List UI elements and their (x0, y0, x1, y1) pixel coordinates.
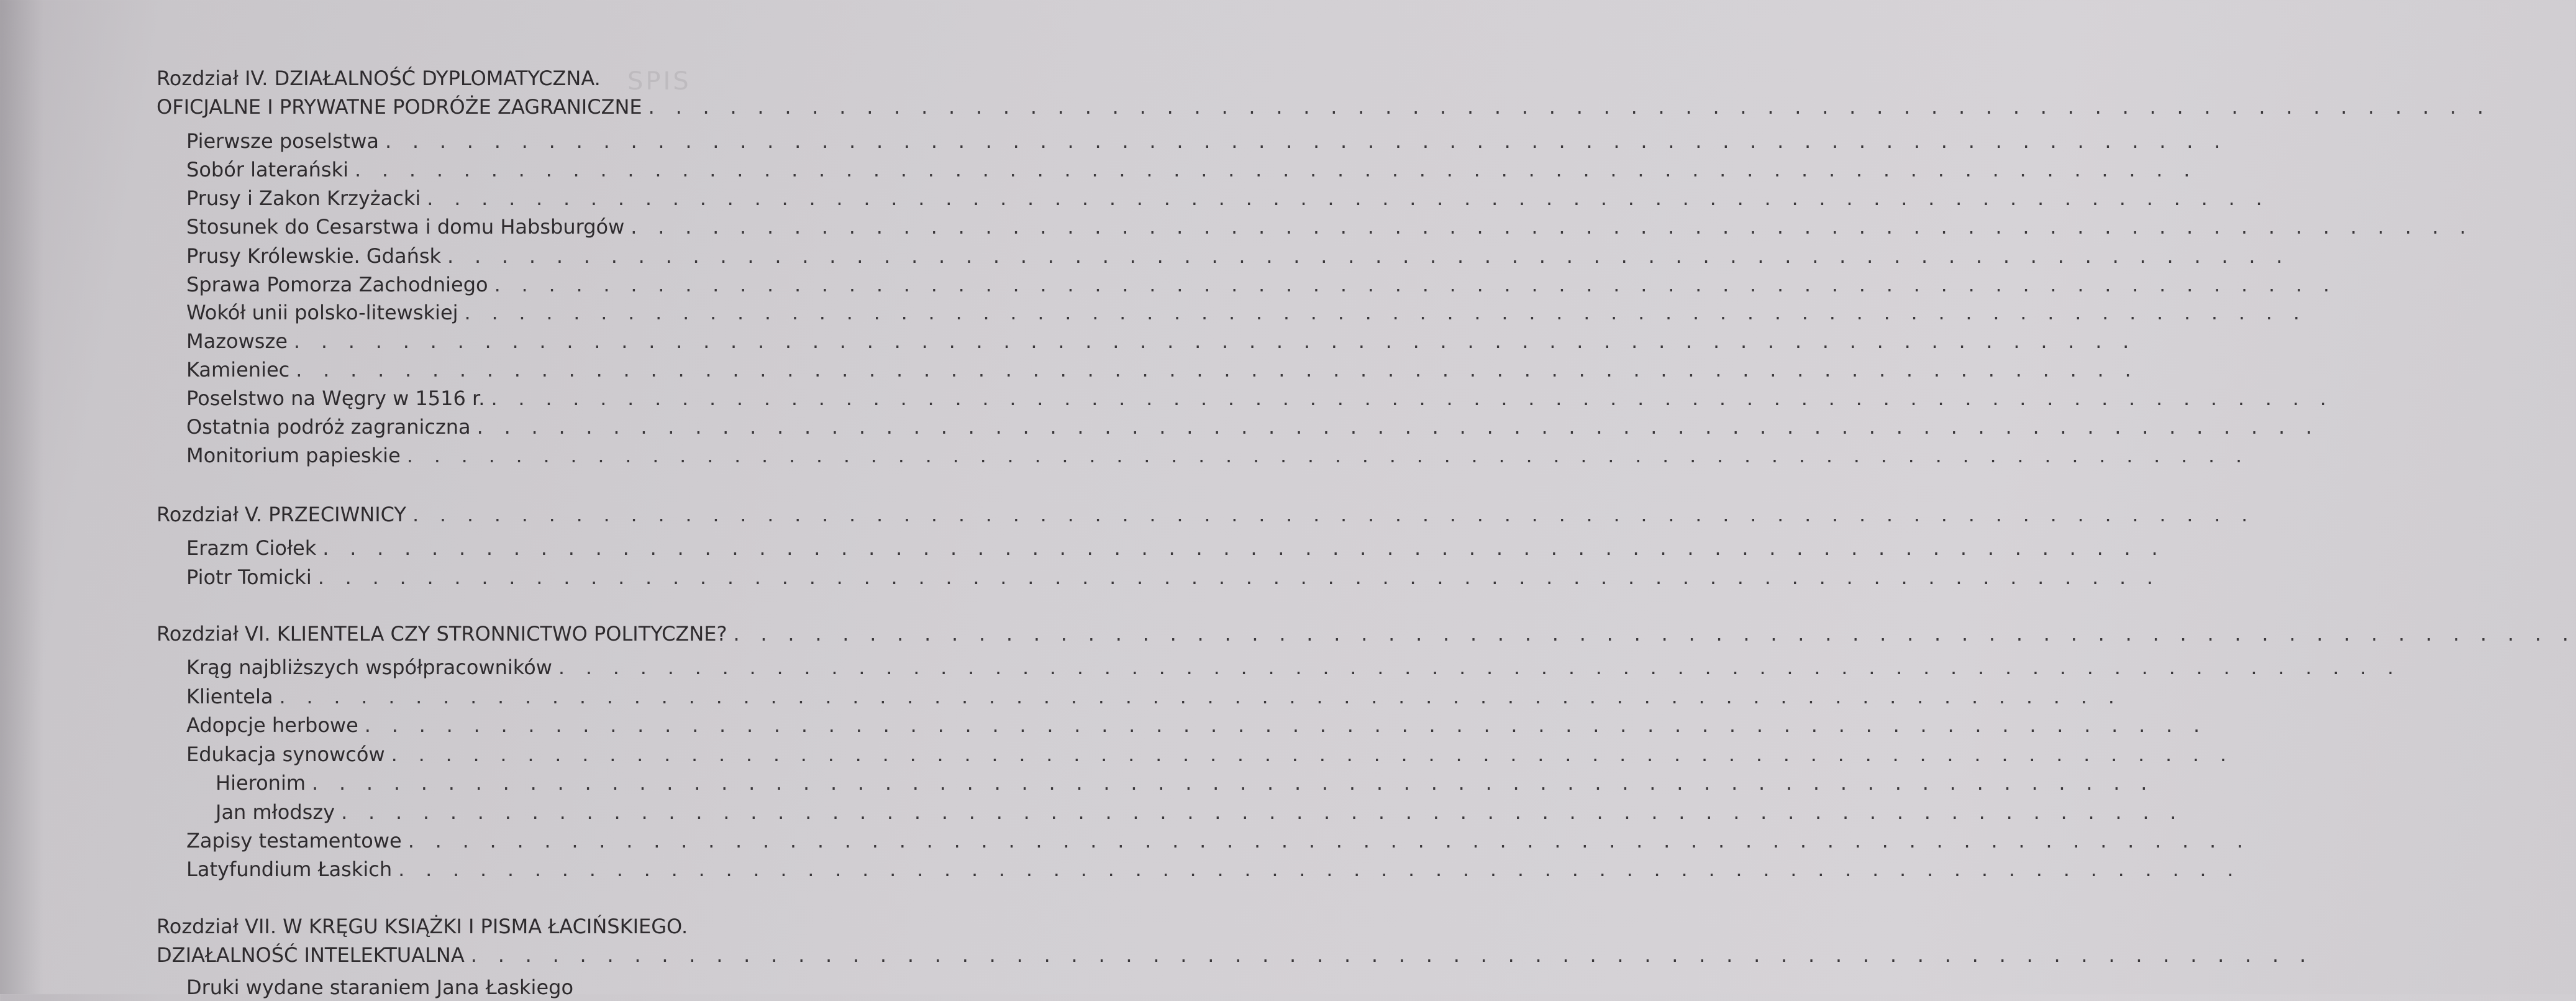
toc-entry-title: Stosunek do Cesarstwa i domu Habsburgów (186, 215, 625, 239)
toc-section-line (0, 974, 994, 1001)
toc-entry-title: Piotr Tomicki (186, 565, 312, 589)
toc-entry-title: Krąg najbliższych współpracowników (186, 656, 552, 679)
toc-entry-title: Klientela (186, 685, 273, 708)
toc-entry-title: Wokół unii polsko-litewskiej (186, 301, 458, 324)
toc-section-line (0, 683, 2122, 710)
toc-entry-title: Rozdział VI. KLIENTELA CZY STRONNICTWO POLITYCZNE? (157, 622, 727, 646)
toc-entry-title: Erazm Ciołek (186, 536, 317, 560)
toc-entry-title: Rozdział VII. W KRĘGU KSIĄŻKI I PISMA ŁACIŃSKIEGO. (157, 915, 688, 938)
toc-entry-title: Adopcje herbowe (186, 713, 358, 737)
toc-entry-title: OFICJALNE I PRYWATNE PODRÓŻE ZAGRANICZNE (157, 95, 642, 119)
toc-dot-leader: . . . . . . . . . . . . . . . . . . . . . . . . . . . . . . . . . . . . . . . . . . . . . . . . . . . . . . . . . . . . . . . . . . . . (447, 244, 2290, 268)
toc-dot-leader: . . . . . . . . . . . . . . . . . . . . . . . . . . . . . . . . . . . . . . . . . . . . . . . . . . . . . . . . . . . . . . . . . . . . (293, 329, 2137, 353)
toc-section-line (0, 356, 2139, 383)
toc-entry-title: Latyfundium Łaskich (186, 857, 393, 881)
toc-section-line (0, 242, 2290, 270)
toc-entry-title: Rozdział V. PRZECIWNICY (157, 503, 406, 526)
toc-entry-title: Edukacja synowców (186, 743, 385, 766)
toc-dot-leader: . . . . . . . . . . . . . . . . . . . . . . . . . . . . . . . . . . . . . . . . . . . . . . . . . . . . . . . . . . . . . . . . . . . . (391, 743, 2234, 766)
toc-section-line (0, 299, 2307, 326)
toc-section-line (0, 156, 2198, 183)
toc-chapter-line (0, 620, 2576, 647)
toc-dot-leader: . . . . . . . . . . . . . . . . . . . . . . . . . . . . . . . . . . . . . . . . . . . . . . . . . . . . . . . . . . . . . . . . . . . . (354, 158, 2198, 181)
toc-dot-leader: . . . . . . . . . . . . . . . . . . . . . . . . . . . . . . . . . . . . . . . . . . . . . . . . . . . . . . . . . . . . . . . . . . . . (296, 358, 2139, 382)
toc-subsection-line (0, 798, 2184, 826)
toc-dot-leader: . . . . . . . . . . . . . . . . . . . . . . . . . . . . . . . . . . . . . . . . . . . . . . . . . . . . . . . . . . . . . . . . . . . . (341, 800, 2184, 824)
toc-section-line (0, 564, 2160, 591)
toc-section-line (0, 827, 2251, 854)
toc-dot-leader: . . . . . . . . . . . . . . . . . . . . . . . . . . . . . . . . . . . . . . . . . . . . . . . . . . . . . . . . . . . . . . . . . . . . (412, 503, 2255, 526)
toc-entry-title: Zapisy testamentowe (186, 829, 402, 852)
toc-section-line (0, 654, 2401, 681)
toc-chapter-line (0, 913, 994, 940)
toc-section-line (0, 856, 2241, 883)
toc-entry-title: Ostatnia podróż zagraniczna (186, 415, 471, 439)
toc-section-line (0, 127, 2228, 155)
toc-dot-leader: . . . . . . . . . . . . . . . . . . . . . . . . . . . . . . . . . . . . . . . . . . . . . . . . . . . . . . . . . . . . . . . . . . . . (322, 536, 2165, 560)
toc-dot-leader: . . . . . . . . . . . . . . . . . . . . . . . . . . . . . . . . . . . . . . . . . . . . . . . . . . . . . . . . . . . . . . . . . . . . (364, 713, 2207, 737)
toc-dot-leader: . . . . . . . . . . . . . . . . . . . . . . . . . . . . . . . . . . . . . . . . . . . . . . . . . . . . . . . . . . . . . . . . . . . . (733, 622, 2576, 646)
bleed-through-text: SPIS (627, 67, 691, 96)
toc-dot-leader: . . . . . . . . . . . . . . . . . . . . . . . . . . . . . . . . . . . . . . . . . . . . . . . . . . . . . . . . . . . . . . . . . . . . (385, 129, 2228, 153)
toc-dot-leader: . . . . . . . . . . . . . . . . . . . . . . . . . . . . . . . . . . . . . . . . . . . . . . . . . . . . . . . . . . . . . . . . . . . . (317, 565, 2160, 589)
toc-dot-leader: . . . . . . . . . . . . . . . . . . . . . . . . . . . . . . . . . . . . . . . . . . . . . . . . . . . . . . . . . . . . . . . . . . . . (491, 386, 2334, 410)
toc-entry-title: Sprawa Pomorza Zachodniego (186, 273, 488, 296)
toc-dot-leader: . . . . . . . . . . . . . . . . . . . . . . . . . . . . . . . . . . . . . . . . . . . . . . . . . . . . . . . . . . . . . . . . . . . . (427, 186, 2270, 210)
toc-dot-leader: . . . . . . . . . . . . . . . . . . . . . . . . . . . . . . . . . . . . . . . . . . . . . . . . . . . . . . . . . . . . . . . . . . . . (312, 771, 2155, 795)
toc-section-line (0, 413, 2319, 441)
toc-dot-leader: . . . . . . . . . . . . . . . . . . . . . . . . . . . . . . . . . . . . . . . . . . . . . . . . . . . . . . . . . . . . . . . . . . . . (648, 95, 2491, 119)
toc-section-line (0, 185, 2270, 212)
toc-chapter-line (0, 501, 2255, 528)
toc-dot-leader: . . . . . . . . . . . . . . . . . . . . . . . . . . . . . . . . . . . . . . . . . . . . . . . . . . . . . . . . . . . . . . . . . . . . (476, 415, 2319, 439)
toc-dot-leader: . . . . . . . . . . . . . . . . . . . . . . . . . . . . . . . . . . . . . . . . . . . . . . . . . . . . . . . . . . . . . . . . . . . . (406, 444, 2249, 467)
toc-dot-leader: . . . . . . . . . . . . . . . . . . . . . . . . . . . . . . . . . . . . . . . . . . . . . . . . . . . . . . . . . . . . . . . . . . . . (398, 857, 2241, 881)
toc-dot-leader: . . . . . . . . . . . . . . . . . . . . . . . . . . . . . . . . . . . . . . . . . . . . . . . . . . . . . . . . . . . . . . . . . . . . (464, 301, 2307, 324)
toc-entry-title: Pierwsze poselstwa (186, 129, 379, 153)
toc-chapter-line (0, 93, 2491, 121)
toc-entry-title: DZIAŁALNOŚĆ INTELEKTUALNA (157, 943, 465, 967)
toc-entry-title: Rozdział IV. DZIAŁALNOŚĆ DYPLOMATYCZNA. (157, 66, 601, 90)
toc-dot-leader: . . . . . . . . . . . . . . . . . . . . . . . . . . . . . . . . . . . . . . . . . . . . . . . . . . . . . . . . . . . . . . . . . . . . (470, 943, 2313, 967)
toc-entry-title: Jan młodszy (216, 800, 335, 824)
toc-chapter-line (0, 941, 2313, 969)
toc-section-line (0, 741, 2234, 768)
toc-section-line (0, 213, 2474, 240)
toc-entry-title: Hieronim (216, 771, 306, 795)
toc-dot-leader: . . . . . . . . . . . . . . . . . . . . . . . . . . . . . . . . . . . . . . . . . . . . . . . . . . . . . . . . . . . . . . . . . . . . (407, 829, 2251, 852)
toc-entry-title: Kamieniec (186, 358, 290, 382)
toc-entry-title: Sobór laterański (186, 158, 348, 181)
toc-section-line (0, 442, 2249, 469)
toc-section-line (0, 711, 2207, 739)
toc-dot-leader: . . . . . . . . . . . . . . . . . . . . . . . . . . . . . . . . . . . . . . . . . . . . . . . . . . . . . . . . . . . . . . . . . . . . (558, 656, 2401, 679)
toc-dot-leader: . . . . . . . . . . . . . . . . . . . . . . . . . . . . . . . . . . . . . . . . . . . . . . . . . . . . . . . . . . . . . . . . . . . . (494, 273, 2337, 296)
toc-entry-title: Poselstwo na Węgry w 1516 r. (186, 386, 485, 410)
toc-section-line (0, 327, 2137, 355)
toc-dot-leader: . . . . . . . . . . . . . . . . . . . . . . . . . . . . . . . . . . . . . . . . . . . . . . . . . . . . . . . . . . . . . . . . . . . . (630, 215, 2474, 239)
toc-subsection-line (0, 769, 2155, 797)
toc-entry-title: Prusy i Zakon Krzyżacki (186, 186, 421, 210)
toc-entry-title: Mazowsze (186, 329, 288, 353)
toc-section-line (0, 385, 2334, 412)
toc-section-line (0, 271, 2337, 298)
toc-section-line (0, 534, 2165, 562)
toc-entry-title: Druki wydane staraniem Jana Łaskiego (186, 976, 574, 999)
toc-entry-title: Monitorium papieskie (186, 444, 401, 467)
toc-chapter-line (0, 65, 994, 92)
toc-entry-title: Prusy Królewskie. Gdańsk (186, 244, 442, 268)
toc-dot-leader: . . . . . . . . . . . . . . . . . . . . . . . . . . . . . . . . . . . . . . . . . . . . . . . . . . . . . . . . . . . . . . . . . . . . (279, 685, 2122, 708)
